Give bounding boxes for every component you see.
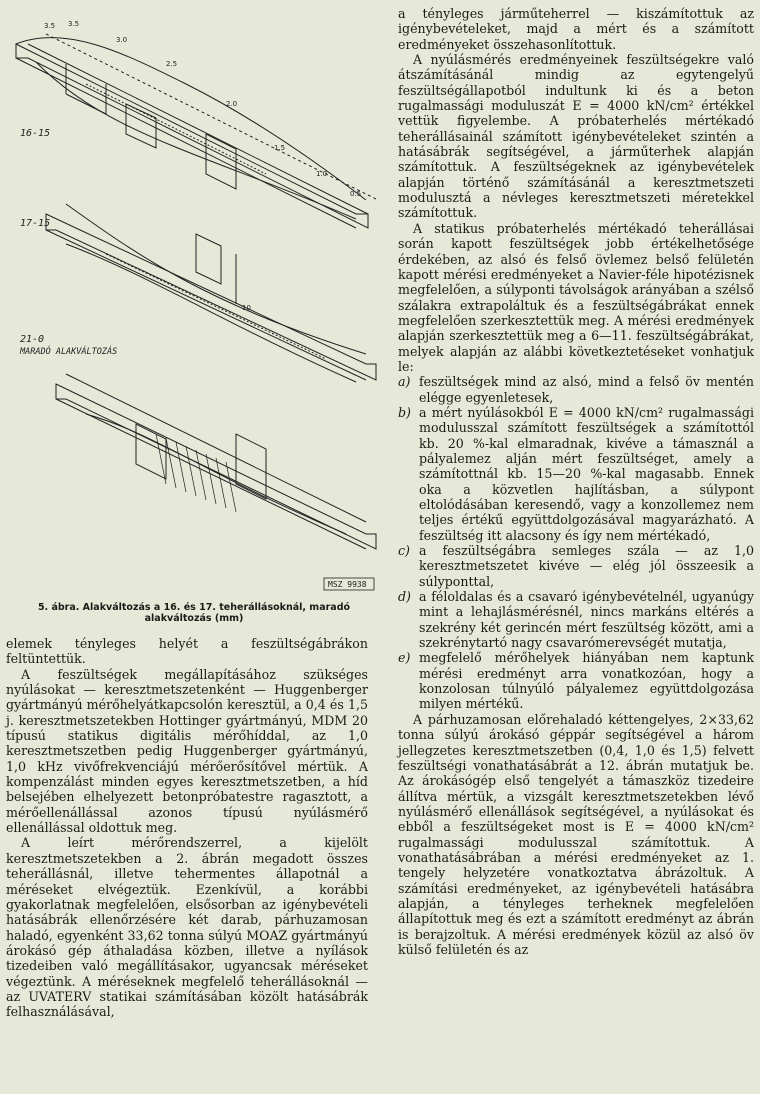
num-mid-0: 1.5 [274, 144, 286, 152]
num-top-1: 3.5 [68, 20, 80, 28]
num-top-2: 3.0 [116, 36, 128, 44]
num-top-4: 2.0 [226, 100, 238, 108]
paragraph: A leírt mérőrendszerrel, a kijelölt keresztmetszetekben a 2. ábrán megadott összes teherállásnál, illetve tehermentes állapotnál a méréseket elvégeztük. Ezenkívül, a korábbi gyakorlatnak megfelelően, elsősorban az igénybevételi hatásábrák ellenőrzésére két darab, párhuzamosan haladó, egyenként 33,62 tonna súlyú MOAZ gyártmányú árokásó gép áthaladása közben, illetve a nyílások tizedeiben való megállításakor, ugyancsak méréseket végeztünk. A méréseknek megfelelő teherállásoknál — az UVATERV statikai számításában közölt hatásábrák felhasználásával, [6, 835, 368, 1020]
figure-caption: 5. ábra. Alakváltozás a 16. és 17. teherállásoknál, maradó alakváltozás (mm) [37, 602, 351, 624]
section-label-2: 17-15 [20, 218, 51, 229]
list-item-text: a féloldalas és a csavaró igénybevételnél, ugyanúgy mint a lehajlásmérésnél, nincs markáns eltérés a szekrény két gerincén mért feszültség között, ami a szekrénytartó nagy csavarómerevségét mutatja, [419, 589, 754, 651]
num-mid-3: 10 [242, 304, 251, 312]
figure-deformation [6, 4, 382, 602]
paragraph: A statikus próbaterhelés mértékadó teherállásai során kapott feszültségek jobb értékelhetősége érdekében, az alsó és felső övlemez belső felületén kapott mérési eredményeket a Navier-féle hipotézisnek megfelelően, a súlyponti távolságok arányában a szélső szálakra extrapoláltuk és a feszültségábrákat ennek megfelelően szerkesztettük meg. A mérési eredmények alapján szerkesztettük meg a 6—11. feszültségábrákat, melyek alapján az alábbi következtetéseket vonhatjuk le: [398, 220, 754, 374]
section-label-1: 16-15 [20, 128, 51, 139]
residual-label: MARADÓ ALAKVÁLTOZÁS [20, 347, 118, 357]
num-mid-1: 1.0 [316, 170, 328, 178]
list-item-label: d) [398, 589, 411, 605]
left-column [6, 636, 368, 1020]
list-item-text: a feszültségábra semleges szála — az 1,0 keresztmetszetet kivéve — elég jól összeesik a súlyponttal, [419, 543, 754, 589]
list-item-text: feszültségek mind az alsó, mind a felső öv mentén elégge egyenletesek, [419, 374, 754, 405]
num-top-3: 2.5 [166, 60, 178, 68]
girder-3 [56, 374, 376, 549]
num-top-0: 3.5 [44, 22, 56, 30]
paragraph: a tényleges járműteherrel — kiszámítottuk az igénybevételeket, majd a mért és a számított eredményeket összehasonlítottuk. [398, 6, 754, 52]
list-item [398, 589, 754, 650]
paragraph: A párhuzamosan előrehaladó kéttengelyes, 2×33,62 tonna súlyú árokásó géppár segítségével a három jellegzetes keresztmetszetben (0,4, 1,0 és 1,5) felvett feszültségi vonathatásábrát a 12. ábrán mutatjuk be. Az árokásógép első tengelyét a támaszköz tizedeire állítva mértük, a vizsgált keresztmetszetekben lévő nyúlásmérő ellenállások segítségével, a nyúlásokat és ebből a feszültségeket most is E = 4000 kN/cm² rugalmassági modulusszal számítottuk. A vonathatásábrában a mérési eredményeket az 1. tengely helyzetére vonatkoztatva ábrázoltuk. A számítási eredményeket, az igénybevételi hatásábra alapján, a tényleges terheknek megfelelően állapítottuk meg és ezt a számított eredményt az ábrán is berajzoltuk. A mérési eredmények közül az alsó öv külső felületén és az [398, 711, 754, 957]
stamp-text: MSZ 9938 [328, 580, 367, 589]
list-item-label: b) [398, 404, 411, 420]
list-item [398, 650, 754, 711]
list-item-text: a mért nyúlásokból E = 4000 kN/cm² rugalmassági modulusszal számított feszültségek a számítottól kb. 20 %-kal elmaradnak, kivéve a támasznál a pályalemez alján mért feszültséget, amely a számítottnál kb. 15—20 %-kal magasabb. Ennek oka a közvetlen hajlításban, a súlypont eltolódásában keresendő, vagy a konzollemez nem teljes értékű együttdolgozásával magyarázható. A feszültség itt alacsony és így nem mértékadó, [419, 404, 754, 543]
list-item [398, 374, 754, 405]
list-item [398, 405, 754, 543]
paragraph: elemek tényleges helyét a feszültségábrákon feltüntettük. [6, 636, 368, 667]
section-label-3: 21-0 [20, 334, 45, 345]
list-item-label: c) [398, 543, 410, 559]
list-item-label: e) [398, 650, 411, 666]
list-item-text: megfelelő mérőhelyek hiányában nem kaptunk mérési eredményt arra vonatkozóan, hogy a konzolosan túlnyúló pályalemez együttdolgozása milyen mértékű. [419, 650, 754, 712]
num-mid-2: 0.5 [350, 190, 362, 198]
list-item [398, 543, 754, 589]
girder-1 [16, 34, 378, 228]
right-column [398, 6, 754, 957]
paragraph: A feszültségek megállapításához szükséges nyúlásokat — keresztmetszetenként — Huggenberger gyártmányú mérőhelyátkapcsolón keresztül, a 0,4 és 1,5 j. keresztmetszetekben Hottinger gyártmányú, MDM 20 típusú statikus digitális mérőhíddal, az 1,0 keresztmetszetben pedig Huggenberger gyártmányú, 1,0 kHz vivőfrekvenciájú mérőerősítővel mértük. A kompenzálást minden egyes keresztmetszetben, a híd belsejében elhelyezett betonpróbatestre ragasztott, a mérőellenállással azonos típusú nyúlásmérő ellenállással oldottuk meg. [6, 666, 368, 836]
paragraph: A nyúlásmérés eredményeinek feszültségekre való átszámításánál mindig az egytengelyű feszültségállapotból indultunk ki és a beton rugalmassági moduluszát E = 4000 kN/cm² értékkel vettük figyelembe. A próbaterhelés mértékadó teherállásainál számított igénybevételeket szintén a hatásábrák segítségével, a járműterhek alapján számítottuk. A feszültségeknek az igénybevételek alapján történő számításánál a keresztmetszeti modulusztá a névleges keresztmetszeti méretekkel számítottuk. [398, 52, 754, 221]
list-item-label: a) [398, 374, 411, 390]
